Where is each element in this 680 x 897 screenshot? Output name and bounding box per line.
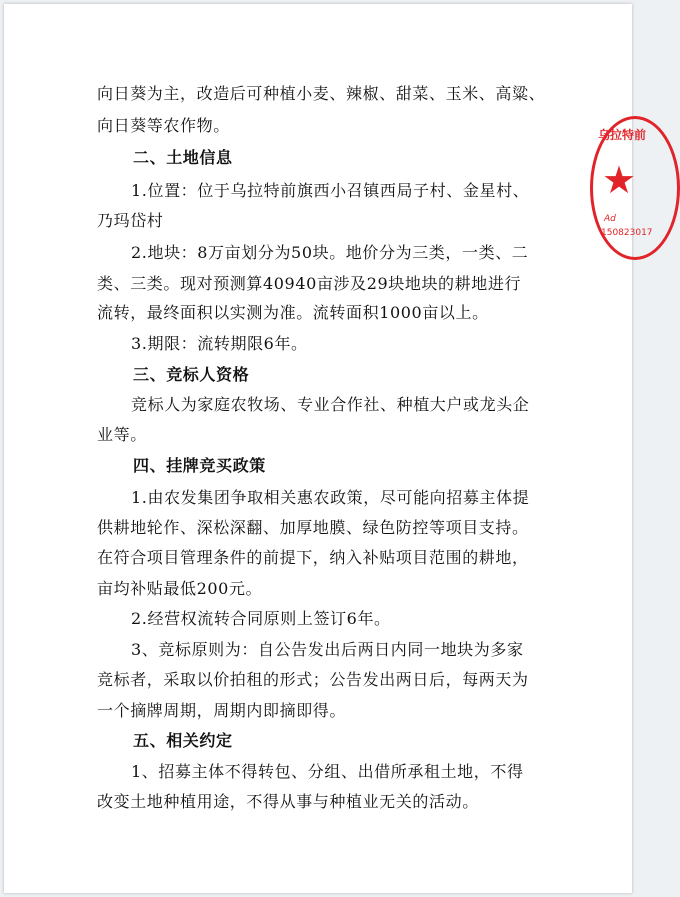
seal-number: 150823017 bbox=[601, 228, 653, 238]
body-line: 亩均补贴最低200元。 bbox=[97, 579, 263, 598]
body-line: 流转，最终面积以实测为准。流转面积1000亩以上。 bbox=[97, 303, 489, 322]
body-line: 3、竞标原则为：自公告发出后两日内同一地块为多家 bbox=[131, 640, 524, 659]
body-line: 竞标人为家庭农牧场、专业合作社、种植大户或龙头企 bbox=[131, 395, 530, 414]
section-heading-bidding-policy: 四、挂牌竞买政策 bbox=[133, 456, 266, 475]
body-line: 向日葵为主，改造后可种植小麦、辣椒、甜菜、玉米、高粱、 bbox=[97, 84, 546, 103]
body-line: 1、招募主体不得转包、分组、出借所承租土地，不得 bbox=[131, 762, 524, 781]
body-line: 2.地块：8万亩划分为50块。地价分为三类，一类、二 bbox=[131, 243, 529, 262]
body-line: 3.期限：流转期限6年。 bbox=[131, 334, 308, 353]
seal-sub-text: Ad bbox=[604, 214, 616, 224]
body-line: 1.位置：位于乌拉特前旗西小召镇西局子村、金星村、 bbox=[131, 181, 530, 200]
body-line: 竞标者，采取以价拍租的形式；公告发出两日后，每两天为 bbox=[97, 670, 529, 689]
body-line: 改变土地种植用途，不得从事与种植业无关的活动。 bbox=[97, 792, 479, 811]
body-line: 一个摘牌周期，周期内即摘即得。 bbox=[97, 701, 347, 720]
body-line: 乃玛岱村 bbox=[97, 211, 164, 230]
body-line: 在符合项目管理条件的前提下，纳入补贴项目范围的耕地， bbox=[97, 548, 529, 567]
section-heading-related-agreements: 五、相关约定 bbox=[133, 731, 233, 750]
body-line: 业等。 bbox=[97, 425, 147, 444]
star-icon: ★ bbox=[602, 158, 637, 202]
body-line: 向日葵等农作物。 bbox=[97, 116, 230, 135]
section-heading-land-info: 二、土地信息 bbox=[133, 148, 233, 167]
body-line: 类、三类。现对预测算40940亩涉及29块地块的耕地进行 bbox=[97, 274, 522, 293]
document-page bbox=[4, 4, 653, 893]
body-line: 2.经营权流转合同原则上签订6年。 bbox=[131, 609, 391, 628]
body-line: 1.由农发集团争取相关惠农政策，尽可能向招募主体提 bbox=[131, 488, 530, 507]
section-heading-bidder-qualification: 三、竞标人资格 bbox=[133, 365, 250, 384]
seal-text: 乌拉特前 bbox=[598, 128, 647, 142]
body-line: 供耕地轮作、深松深翻、加厚地膜、绿色防控等项目支持。 bbox=[97, 518, 529, 537]
